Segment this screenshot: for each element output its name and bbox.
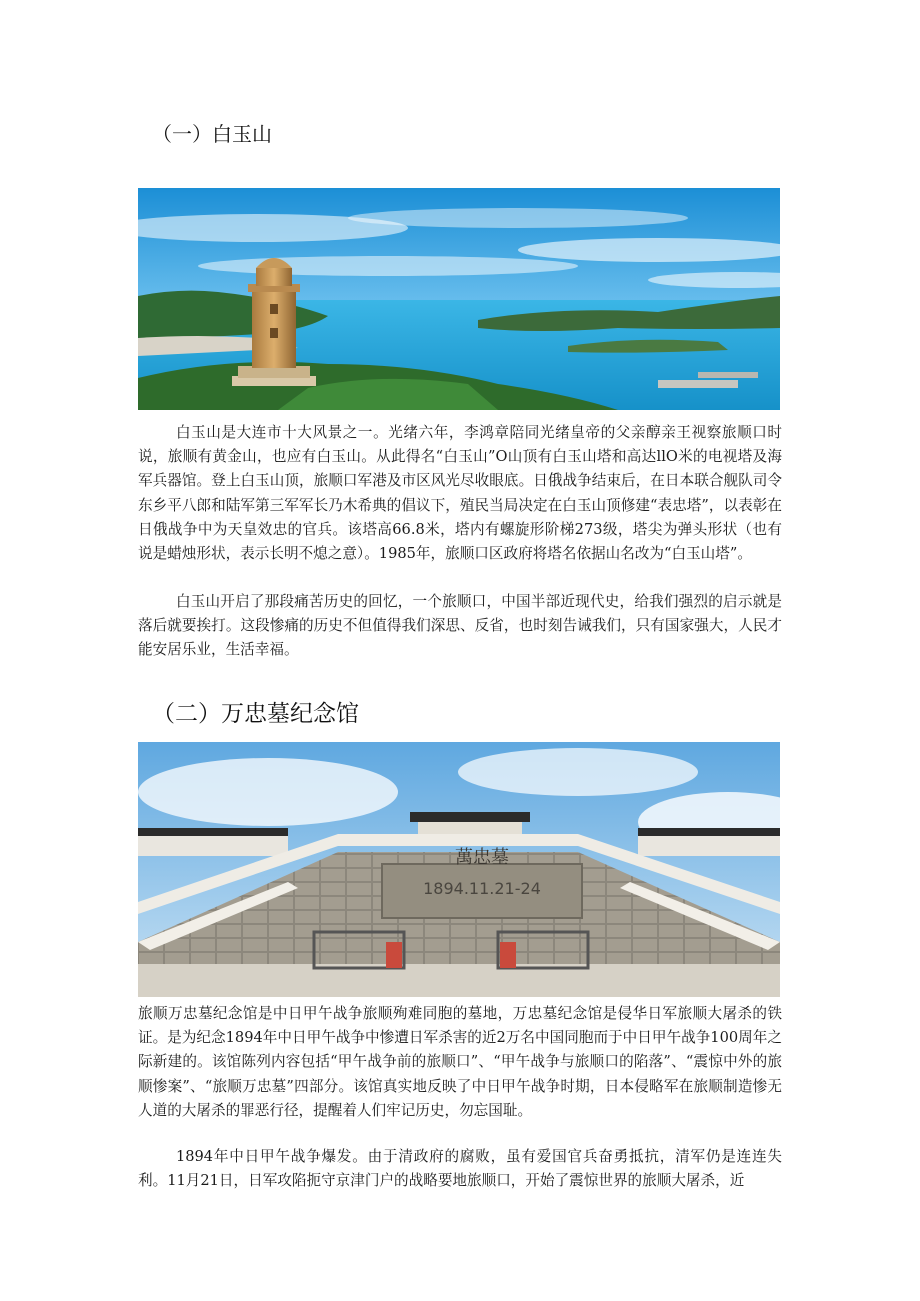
section-heading-baiyushan: （一）白玉山 <box>152 122 272 146</box>
wanzhongmu-paragraph-1: 旅顺万忠墓纪念馆是中日甲午战争旅顺殉难同胞的墓地，万忠墓纪念馆是侵华日军旅顺大屠杀的铁证。是为纪念1894年中日甲午战争中惨遭日军杀害的近2万名中国同胞而于中日甲午战争100周年之际新建的。该馆陈列内容包括“甲午战争前的旅顺口”、“甲午战争与旅顺口的陷落”、“震惊中外的旅顺惨案”、“旅顺万忠墓”四部分。该馆真实地反映了中日甲午战争时期，日本侵略军在旅顺制造惨无人道的大屠杀的罪恶行径，提醒着人们牢记历史，勿忘国耻。 <box>138 1005 782 1119</box>
baiyushan-paragraph-1: 白玉山是大连市十大风景之一。光绪六年，李鸿章陪同光绪皇帝的父亲醇亲王视察旅顺口时说，旅顺有黄金山，也应有白玉山。从此得名“白玉山”O山顶有白玉山塔和高达llO米的电视塔及海军兵器馆。登上白玉山顶，旅顺口军港及市区风光尽收眼底。日俄战争结束后，在日本联合舰队司令东乡平八郎和陆军第三军军长乃木希典的倡议下，殖民当局决定在白玉山顶修建“表忠塔”，以表彰在日俄战争中为天皇效忠的官兵。该塔高66.8米，塔内有螺旋形阶梯273级，塔尖为弹头形状（也有说是蜡烛形状，表示长明不熄之意）。1985年，旅顺口区政府将塔名依据山名改为“白玉山塔”。 <box>138 424 782 563</box>
baiyushan-tower-photo <box>138 188 780 410</box>
memorial-date-inscription: 1894.11.21-24 <box>423 879 541 898</box>
section-heading-wanzhongmu: （二）万忠墓纪念馆 <box>152 701 359 727</box>
baiyushan-paragraph-2: 白玉山开启了那段痛苦历史的回忆，一个旅顺口，中国半部近现代史，给我们强烈的启示就是落后就要挨打。这段惨痛的历史不但值得我们深思、反省，也时刻告诫我们，只有国家强大，人民才能安居乐业，生活幸福。 <box>138 593 782 659</box>
memorial-inscription: 萬忠墓 <box>455 847 509 868</box>
wanzhongmu-paragraph-2: 1894年中日甲午战争爆发。由于清政府的腐败，虽有爱国官兵奋勇抵抗，清军仍是连连失利。11月21日，日军攻陷扼守京津门户的战略要地旅顺口，开始了震惊世界的旅顺大屠杀，近 <box>138 1148 782 1190</box>
wanzhongmu-memorial-photo <box>138 742 780 997</box>
